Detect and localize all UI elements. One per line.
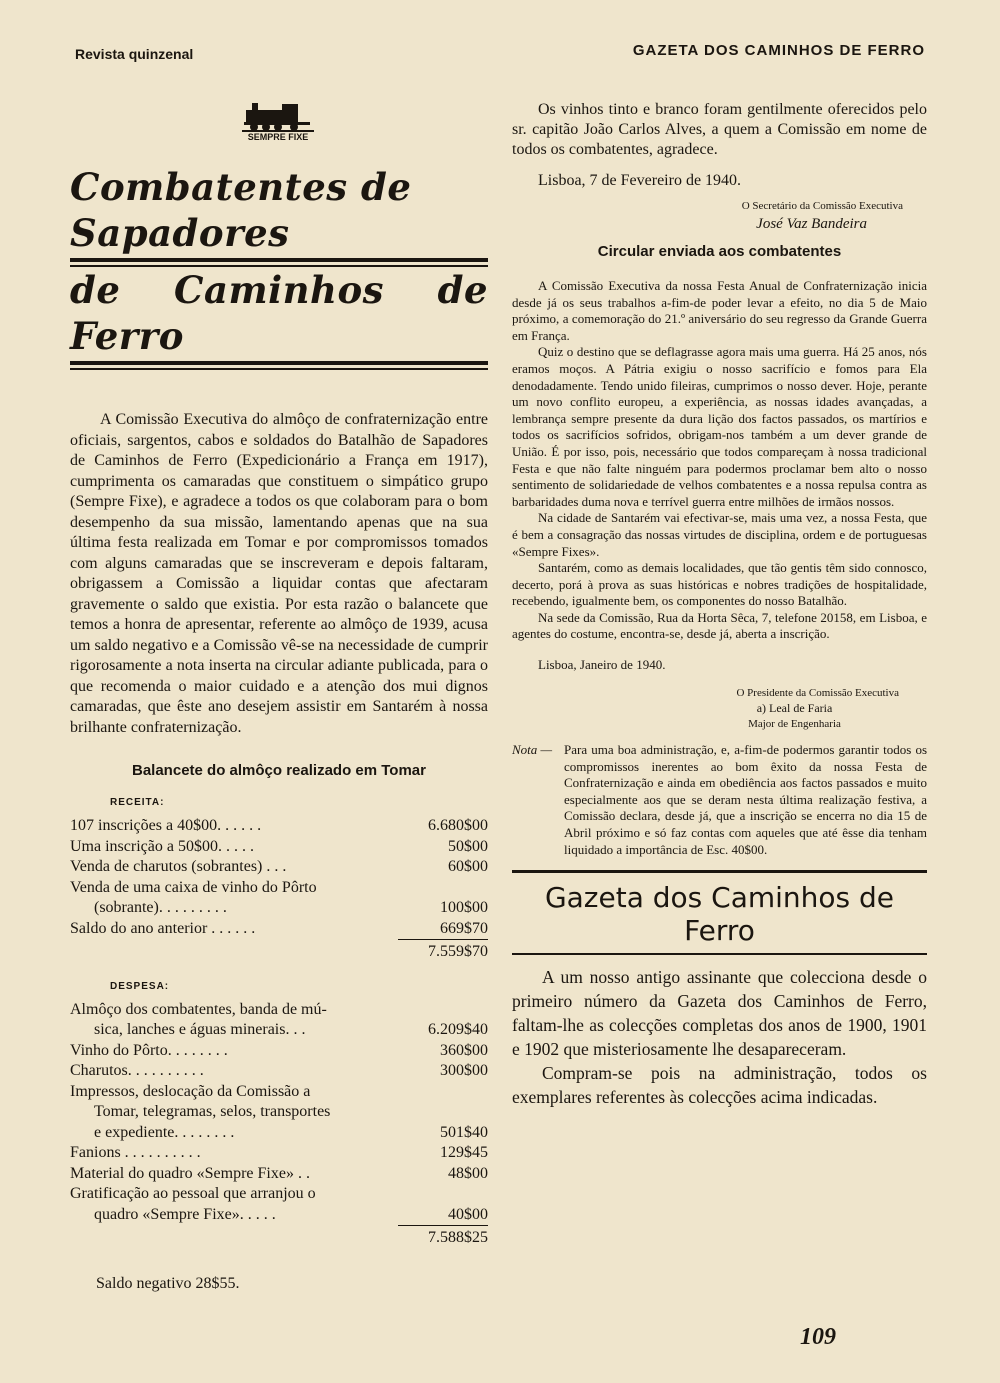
circular-paragraph: Quiz o destino que se deflagrasse agora mais uma guerra. Há 25 anos, nós eramos moços. A Pátria exigiu o nosso sacrifício e fomos para Ela denodadamente. Tendo unido fileiras, cumprimos o nosso dever. Hoje, perante um novo conflito europeu, a experiência, as nossas idades avançadas, a lembrança sempre presente da dura lição dos factos passados, os martírios e todos os sacrifícios sofridos, obrigam-nos também a um dever grande de União. É por isso, pois, necessário que todos compareçam à nossa tradicional Festa e que não falte ninguém para podermos proclamar bem alto o nosso sentimento de solidariedade de velhos combatentes e a nossa repulsa contra as barbaridades duma nova e terrível guerra entre milhões de irmãos nossos. xyxy=(512,344,927,509)
despesa-label: DESPESA: xyxy=(110,980,170,992)
receita-total-row xyxy=(70,939,488,963)
circular-paragraph: Na sede da Comissão, Rua da Horta Sêca, 7, telefone 20158, em Lisboa, e agentes do costume, encontra-se, desde já, aberta a inscrição. xyxy=(512,609,927,642)
ledger-row xyxy=(70,1123,488,1144)
ledger-item-amount: 40$00 xyxy=(448,1205,488,1223)
ledger-item-amount: 669$70 xyxy=(440,919,488,937)
ledger-row xyxy=(70,1184,488,1205)
ledger-item-label: quadro «Sempre Fixe». . . . . xyxy=(94,1205,276,1223)
circular-paragraph: Santarém, como as demais localidades, que tão gentis têm sido connosco, decerto, porá à prova as suas históricas e nobres tradições de hospitalidade, recebendo, igualmente bem, os componentes do nosso Batalhão. xyxy=(512,560,927,609)
circular-date: Lisboa, Janeiro de 1940. xyxy=(538,657,666,673)
ledger-item-amount xyxy=(398,878,488,899)
circular-body xyxy=(512,278,927,643)
ledger-item-label: Almôço dos combatentes, banda de mú- xyxy=(70,1000,327,1018)
page-number: 109 xyxy=(800,1324,836,1350)
saldo-negativo: Saldo negativo 28$55. xyxy=(96,1274,240,1292)
header-right: GAZETA DOS CAMINHOS DE FERRO xyxy=(632,42,925,59)
nota-text: Para uma boa administração, e, a-fim-de podermos garantir todos os compromissos inerentes ao bom êxito da nossa Festa de Confraternização e ainda em obediência aos factos passados e muito especialmente aos que se deram nesta última realização festiva, a Comissão declara, desde já, que a inscrição se encerra no dia 15 de Abril próximo e só faz contas com aqueles que até êsse dia tenham liquidado a importância de Esc. 40$00. xyxy=(564,742,927,857)
ledger-row xyxy=(70,1061,488,1082)
wine-paragraph: Os vinhos tinto e branco foram gentilmente oferecidos pelo sr. capitão João Carlos Alves, a quem a Comissão em nome de todos os combatentes, agradece. xyxy=(512,101,927,158)
ledger-item-label: Venda de uma caixa de vinho do Pôrto xyxy=(70,878,317,896)
ledger-item-amount xyxy=(398,1102,488,1123)
ledger-item-amount: 60$00 xyxy=(448,858,488,875)
receita-list xyxy=(70,816,488,939)
gazeta-paragraph-2: Compram-se pois na administração, todos os exemplares referentes às colecções acima indicadas. xyxy=(512,1063,927,1108)
left-column xyxy=(70,100,488,1293)
ledger-item-label: Material do quadro «Sempre Fixe» . . xyxy=(70,1164,310,1182)
ledger-item-amount: 50$00 xyxy=(448,837,488,855)
ledger-item-label: sica, lanches e águas minerais. . . xyxy=(94,1021,306,1038)
gazeta-top-rule xyxy=(512,870,927,873)
article-title xyxy=(70,164,488,370)
ledger-item-amount: 100$00 xyxy=(440,899,488,916)
nota xyxy=(512,742,927,858)
ledger-item-amount: 6.209$40 xyxy=(428,1021,488,1038)
gazeta-title: Gazeta dos Caminhos de Ferro xyxy=(544,881,895,948)
circular-paragraph: Na cidade de Santarém vai efectivar-se, mais uma vez, a nossa Festa, que é bem a consagração das nossas virtudes de disciplina, ordem e de portuguesas «Sempre Fixes». xyxy=(512,510,927,559)
ledger-item-amount: 300$00 xyxy=(440,1062,488,1079)
ledger-item-label: 107 inscrições a 40$00. . . . . . xyxy=(70,817,262,834)
gazeta-paragraph-1: A um nosso antigo assinante que colecciona desde o primeiro número da Gazeta dos Caminhos de Ferro, faltam-lhe as colecções completas dos anos de 1900, 1901 e 1902 que misteriosamente lhe desapareceram. xyxy=(512,967,927,1060)
title-rule xyxy=(70,258,488,262)
ledger-item-label: Saldo do ano anterior . . . . . . xyxy=(70,919,256,937)
secretary-name: José Vaz Bandeira xyxy=(756,216,867,232)
ledger-item-label: Gratificação ao pessoal que arranjou o xyxy=(70,1185,316,1202)
ledger-row xyxy=(70,1020,488,1041)
ledger-item-amount xyxy=(398,1000,488,1021)
secretary-date: Lisboa, 7 de Fevereiro de 1940. xyxy=(538,172,742,189)
title-line-2: de Caminhos de Ferro xyxy=(70,268,488,358)
circular-heading: Circular enviada aos combatentes xyxy=(597,243,842,260)
ledger-item-amount: 501$40 xyxy=(440,1123,488,1141)
circular-paragraph: A Comissão Executiva da nossa Festa Anual de Confraternização inicia desde já os seus trabalhos a-fim-de poder levar a efeito, no dia 5 de Maio próximo, a comemoração do 21.º aniversário do seu regresso da Grande Guerra em França. xyxy=(512,278,927,343)
despesa-total-row xyxy=(70,1225,488,1249)
ledger-item-label: Vinho do Pôrto. . . . . . . . xyxy=(70,1041,228,1059)
nota-label: Nota — xyxy=(512,742,553,758)
ledger-row xyxy=(70,1082,488,1103)
ledger-item-label: (sobrante). . . . . . . . . xyxy=(94,899,227,916)
ledger-row xyxy=(70,857,488,878)
ledger-row xyxy=(70,1164,488,1185)
president-rank: Major de Engenharia xyxy=(748,718,841,731)
ledger-row xyxy=(70,1205,488,1226)
title-rule-2 xyxy=(70,361,488,365)
ledger-item-amount: 129$45 xyxy=(440,1144,488,1161)
ledger-row xyxy=(70,1041,488,1062)
ledger-row xyxy=(70,878,488,899)
ledger-item-amount: 360$00 xyxy=(440,1041,488,1059)
ledger-item-label: Fanions . . . . . . . . . . xyxy=(70,1144,201,1161)
secretary-title: O Secretário da Comissão Executiva xyxy=(741,200,903,212)
ledger-row xyxy=(70,816,488,837)
intro-paragraph: A Comissão Executiva do almôço de confraternização entre oficiais, sargentos, cabos e soldados do Batalhão de Sapadores de Caminhos de Ferro (Expedicionário a França em 1917), cumprimenta os camaradas que constituem o simpático grupo (Sempre Fixe), e agradece a todos os que colaboram para o bom desempenho da sua missão, lamentando apenas que na sua última festa realizada em Tomar e por compromissos tomados com alguns camaradas que se inscreveram e depois faltaram, obrigassem a Comissão a liquidar contas que afectaram gravemente o saldo que existia. Por esta razão o balancete que temos a honra de apresentar, referente ao almôço de 1939, acusa um saldo negativo e a Comissão vê-se na necessidade de cumprir rigorosamente a nota inserta na circular adiante publicada, para o que recomenda o maior cuidado e a atenção dos mui dignos camaradas, que êste ano desejem assistir em Santarém à nossa brilhante confraternização. xyxy=(70,411,488,736)
balance-heading: Balancete do almôço realizado em Tomar xyxy=(132,762,426,779)
receita-label: RECEITA: xyxy=(110,797,165,808)
gazeta-bottom-rule xyxy=(512,953,927,955)
president-title: O Presidente da Comissão Executiva xyxy=(736,687,899,700)
ledger-item-amount: 48$00 xyxy=(448,1164,488,1182)
despesa-total: 7.588$25 xyxy=(398,1225,488,1249)
ledger-item-amount xyxy=(398,1184,488,1205)
title-rule-2-thin xyxy=(70,368,488,370)
header-left: Revista quinzenal xyxy=(75,46,194,62)
ledger-item-label: Charutos. . . . . . . . . . xyxy=(70,1062,204,1079)
ledger-item-amount xyxy=(398,1082,488,1103)
ledger-item-label: Uma inscrição a 50$00. . . . . xyxy=(70,837,254,855)
ledger-item-label: Impressos, deslocação da Comissão a xyxy=(70,1082,311,1100)
president-name: a) Leal de Faria xyxy=(756,701,833,716)
ledger-row xyxy=(70,1143,488,1164)
ledger-row xyxy=(70,898,488,919)
right-column xyxy=(512,100,927,1109)
locomotive-icon xyxy=(242,100,314,132)
ledger-row xyxy=(70,1102,488,1123)
ledger-row xyxy=(70,919,488,940)
ledger-item-amount: 6.680$00 xyxy=(428,817,488,834)
ledger-row xyxy=(70,1000,488,1021)
title-line-1: Combatentes de Sapadores xyxy=(70,165,412,255)
ledger-row xyxy=(70,837,488,858)
receita-total: 7.559$70 xyxy=(398,939,488,963)
ledger-item-label: Venda de charutos (sobrantes) . . . xyxy=(70,858,287,875)
ledger-item-label: e expediente. . . . . . . . xyxy=(94,1123,235,1141)
logo-caption: SEMPRE FIXE xyxy=(247,132,309,142)
despesa-list xyxy=(70,1000,488,1226)
sempre-fixe-logo xyxy=(242,100,314,142)
ledger-item-label: Tomar, telegramas, selos, transportes xyxy=(94,1103,331,1120)
